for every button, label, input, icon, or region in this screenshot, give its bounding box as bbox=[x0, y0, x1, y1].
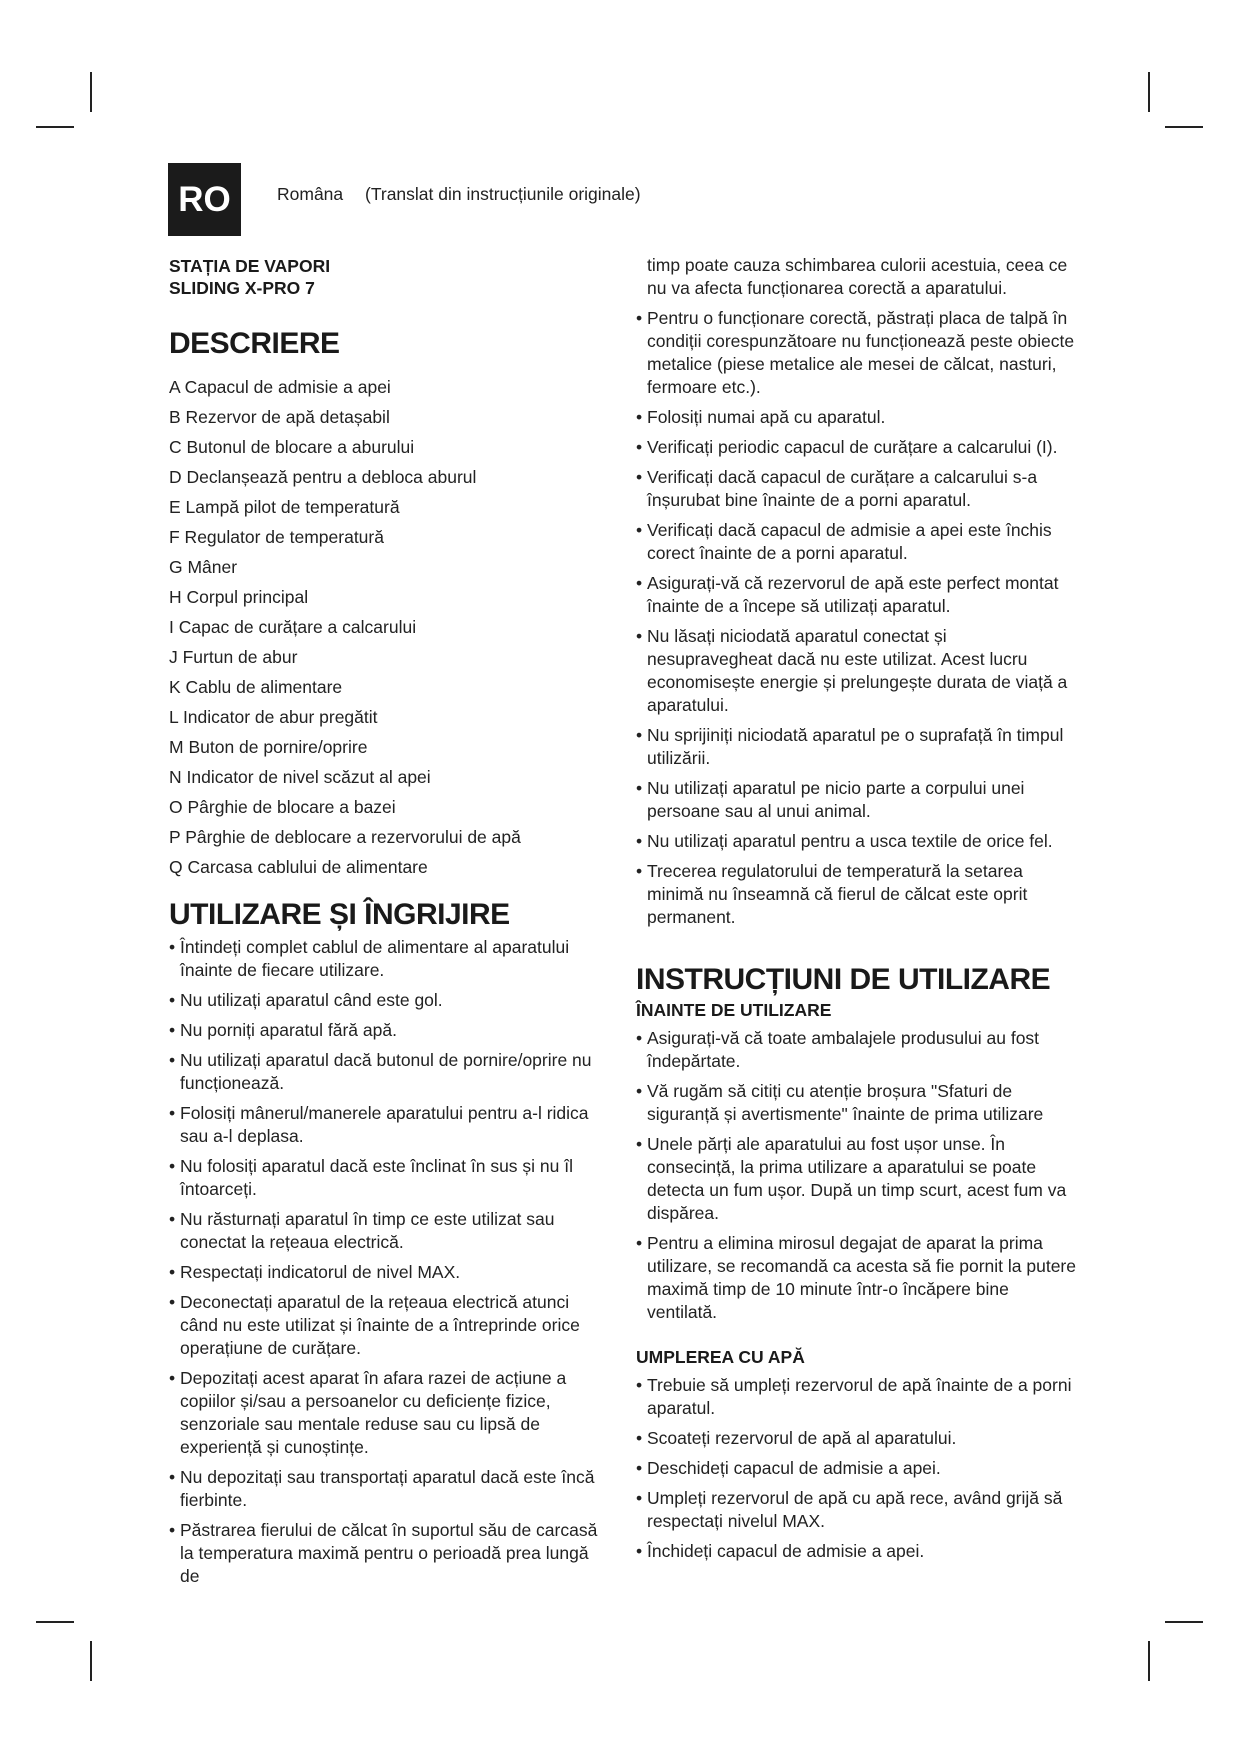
parts-list-item: E Lampă pilot de temperatură bbox=[169, 497, 400, 517]
usage-item: • Folosiți numai apă cu aparatul. bbox=[636, 406, 1076, 429]
usage-item: • Nu porniți aparatul fără apă. bbox=[169, 1019, 609, 1042]
subsection-title-inainte: ÎNAINTE DE UTILIZARE bbox=[636, 1000, 832, 1020]
section-title-descriere: DESCRIERE bbox=[169, 327, 340, 360]
usage-item: • Nu utilizați aparatul când este gol. bbox=[169, 989, 609, 1012]
usage-item: • Verificați dacă capacul de curățare a calcarului s-a înșurubat bine înainte de a porni aparatul. bbox=[636, 466, 1076, 512]
parts-list-item: A Capacul de admisie a apei bbox=[169, 377, 391, 397]
parts-list-item: J Furtun de abur bbox=[169, 647, 298, 667]
parts-list-item: O Pârghie de blocare a bazei bbox=[169, 797, 396, 817]
left-column bbox=[169, 255, 609, 1595]
section-title-utilizare: UTILIZARE ȘI ÎNGRIJIRE bbox=[169, 898, 510, 931]
parts-list bbox=[169, 376, 609, 886]
before-use-item: • Pentru a elimina mirosul degajat de aparat la prima utilizare, se recomandă ca acesta să fie pornit la putere maximă timp de 10 minute într-o încăpere bine ventilată. bbox=[636, 1232, 1076, 1324]
parts-list-item: N Indicator de nivel scăzut al apei bbox=[169, 767, 431, 787]
usage-item: • Respectați indicatorul de nivel MAX. bbox=[169, 1261, 609, 1284]
right-column bbox=[636, 254, 1076, 1570]
language-name: Româna bbox=[277, 184, 344, 204]
parts-list-item: G Mâner bbox=[169, 557, 238, 577]
parts-list-item: D Declanșează pentru a debloca aburul bbox=[169, 467, 477, 487]
parts-list-item: F Regulator de temperatură bbox=[169, 527, 384, 547]
crop-mark-bottom-right-h bbox=[1165, 1621, 1203, 1623]
parts-list-item: L Indicator de abur pregătit bbox=[169, 707, 378, 727]
usage-item: • Trecerea regulatorului de temperatură la setarea minimă nu înseamnă că fierul de călcat este oprit permanent. bbox=[636, 860, 1076, 929]
fill-item: • Umpleți rezervorul de apă cu apă rece, având grijă să respectați nivelul MAX. bbox=[636, 1487, 1076, 1533]
usage-item: • Nu utilizați aparatul pentru a usca textile de orice fel. bbox=[636, 830, 1076, 853]
usage-item: • Verificați periodic capacul de curățare a calcarului (I). bbox=[636, 436, 1076, 459]
parts-list-item: C Butonul de blocare a aburului bbox=[169, 437, 415, 457]
usage-item: • Folosiți mânerul/manerele aparatului pentru a-l ridica sau a-l deplasa. bbox=[169, 1102, 609, 1148]
before-use-item: • Asigurați-vă că toate ambalajele produsului au fost îndepărtate. bbox=[636, 1027, 1076, 1073]
parts-list-item: B Rezervor de apă detașabil bbox=[169, 407, 390, 427]
language-badge: RO bbox=[168, 163, 241, 236]
parts-list-item: P Pârghie de deblocare a rezervorului de apă bbox=[169, 827, 521, 847]
section-title-instructiuni: INSTRUCȚIUNI DE UTILIZARE bbox=[636, 963, 1051, 996]
usage-item: • Deconectați aparatul de la rețeaua electrică atunci când nu este utilizat și înainte de a întreprinde orice operațiune de curățare. bbox=[169, 1291, 609, 1360]
crop-mark-top-right-h bbox=[1165, 126, 1203, 128]
usage-item: • Nu sprijiniți niciodată aparatul pe o suprafață în timpul utilizării. bbox=[636, 724, 1076, 770]
usage-list-continued bbox=[636, 254, 1076, 929]
usage-item: • Asigurați-vă că rezervorul de apă este perfect montat înainte de a începe să utilizați aparatul. bbox=[636, 572, 1076, 618]
subsection-title-umplere: UMPLEREA CU APĂ bbox=[636, 1347, 805, 1367]
before-use-item: • Unele părți ale aparatului au fost ușor unse. În consecință, la prima utilizare a aparatului se poate detecta un fum ușor. După un timp scurt, acest fum va dispărea. bbox=[636, 1133, 1076, 1225]
parts-list-item: Q Carcasa cablului de alimentare bbox=[169, 857, 428, 877]
crop-mark-bottom-left-h bbox=[36, 1621, 74, 1623]
parts-list-item: K Cablu de alimentare bbox=[169, 677, 343, 697]
crop-mark-top-right-v bbox=[1148, 72, 1150, 112]
product-title-line1: STAȚIA DE VAPORI bbox=[169, 256, 331, 276]
fill-item: • Deschideți capacul de admisie a apei. bbox=[636, 1457, 1076, 1480]
parts-list-item: H Corpul principal bbox=[169, 587, 309, 607]
usage-item: • Păstrarea fierului de călcat în suportul său de carcasă la temperatura maximă pentru o perioadă prea lungă de bbox=[169, 1519, 609, 1588]
usage-item: • Întindeți complet cablul de alimentare al aparatului înainte de fiecare utilizare. bbox=[169, 936, 609, 982]
usage-list bbox=[169, 936, 609, 1588]
usage-item: • Nu utilizați aparatul dacă butonul de pornire/oprire nu funcționează. bbox=[169, 1049, 609, 1095]
crop-mark-top-left-h bbox=[36, 126, 74, 128]
fill-item: • Scoateți rezervorul de apă al aparatului. bbox=[636, 1427, 1076, 1450]
before-use-item: • Vă rugăm să citiți cu atenție broșura "Sfaturi de siguranță și avertismente" înainte de prima utilizare bbox=[636, 1080, 1076, 1126]
usage-item: • Nu utilizați aparatul pe nicio parte a corpului unei persoane sau al unui animal. bbox=[636, 777, 1076, 823]
usage-item: • Nu folosiți aparatul dacă este înclinat în sus și nu îl întoarceți. bbox=[169, 1155, 609, 1201]
crop-mark-bottom-right-v bbox=[1148, 1641, 1150, 1681]
before-use-list bbox=[636, 1027, 1076, 1324]
usage-item: • Nu depozitați sau transportați aparatul dacă este încă fierbinte. bbox=[169, 1466, 609, 1512]
crop-mark-top-left-v bbox=[90, 72, 92, 112]
parts-list-item: I Capac de curățare a calcarului bbox=[169, 617, 417, 637]
fill-list bbox=[636, 1374, 1076, 1563]
usage-item-continued: timp poate cauza schimbarea culorii acestuia, ceea ce nu va afecta funcționarea corectă a aparatului. bbox=[647, 255, 1068, 298]
translation-note: (Translat din instrucțiunile originale) bbox=[365, 184, 641, 204]
usage-item: • Verificați dacă capacul de admisie a apei este închis corect înainte de a porni aparatul. bbox=[636, 519, 1076, 565]
product-title-line2: SLIDING X-PRO 7 bbox=[169, 278, 315, 298]
usage-item: • Pentru o funcționare corectă, păstrați placa de talpă în condiții corespunzătoare nu funcționează peste obiecte metalice (piese metalice ale mesei de călcat, nasturi, fermoare etc.). bbox=[636, 307, 1076, 399]
parts-list-item: M Buton de pornire/oprire bbox=[169, 737, 368, 757]
crop-mark-bottom-left-v bbox=[90, 1641, 92, 1681]
usage-item: • Depozitați acest aparat în afara razei de acțiune a copiilor și/sau a persoanelor cu deficiențe fizice, senzoriale sau mentale reduse sau cu lipsă de experiență și cunoștințe. bbox=[169, 1367, 609, 1459]
usage-item: • Nu lăsați niciodată aparatul conectat și nesupravegheat dacă nu este utilizat. Acest lucru economisește energie și prelungește durata de viață a aparatului. bbox=[636, 625, 1076, 717]
usage-item: • Nu răsturnați aparatul în timp ce este utilizat sau conectat la rețeaua electrică. bbox=[169, 1208, 609, 1254]
fill-item: • Trebuie să umpleți rezervorul de apă înainte de a porni aparatul. bbox=[636, 1374, 1076, 1420]
fill-item: • Închideți capacul de admisie a apei. bbox=[636, 1540, 1076, 1563]
